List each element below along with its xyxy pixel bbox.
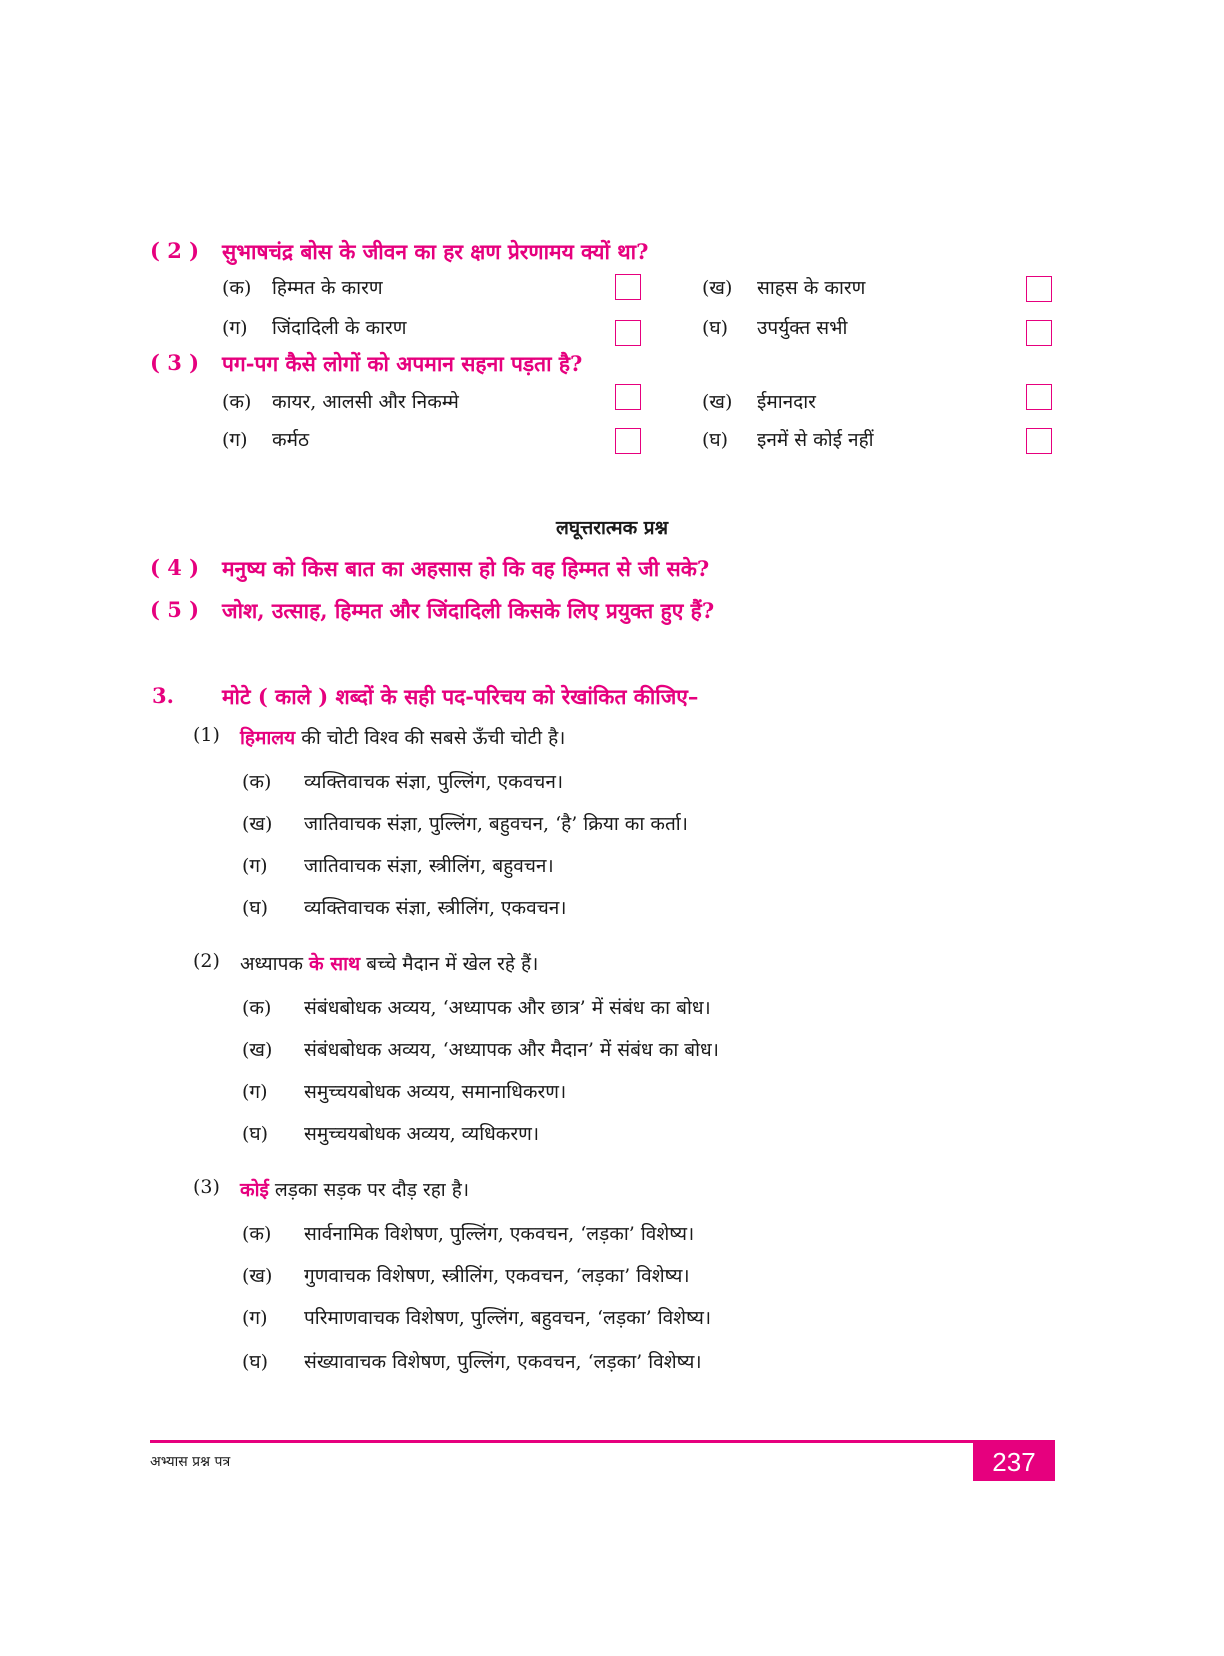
option-text: सार्वनामिक विशेषण, पुल्लिंग, एकवचन, ‘लड़का’ विशेष्य।	[304, 1223, 695, 1245]
option-label: (ख)	[702, 277, 733, 299]
section-title: मोटे ( काले ) शब्दों के सही पद-परिचय को रेखांकित कीजिए–	[222, 684, 699, 709]
section-heading: लघूत्तरात्मक प्रश्न	[555, 517, 669, 539]
option-label: (क)	[222, 277, 252, 299]
item-number: (3)	[193, 1176, 220, 1198]
option-text: इनमें से कोई नहीं	[757, 429, 874, 451]
option-label: (ग)	[242, 1307, 268, 1329]
item-number: (1)	[193, 724, 220, 746]
question-number: ( 4 )	[150, 555, 200, 580]
option-label: (ख)	[242, 1039, 273, 1061]
option-label: (क)	[242, 1223, 272, 1245]
sentence-rest: लड़का सड़क पर दौड़ रहा है।	[268, 1179, 470, 1201]
question-text: पग-पग कैसे लोगों को अपमान सहना पड़ता है?	[222, 351, 583, 376]
option-text: हिम्मत के कारण	[272, 277, 383, 299]
item-sentence	[240, 1176, 469, 1202]
option-text: परिमाणवाचक विशेषण, पुल्लिंग, बहुवचन, ‘लड़का’ विशेष्य।	[304, 1307, 712, 1329]
option-text: जातिवाचक संज्ञा, स्त्रीलिंग, बहुवचन।	[304, 855, 554, 877]
answer-checkbox[interactable]	[615, 274, 641, 300]
page-number: 237	[973, 1443, 1055, 1481]
option-label: (क)	[242, 771, 272, 793]
option-text: समुच्चयबोधक अव्यय, समानाधिकरण।	[304, 1081, 567, 1103]
option-text: उपर्युक्त सभी	[757, 317, 848, 339]
answer-checkbox[interactable]	[1026, 320, 1052, 346]
section-number: 3.	[152, 683, 174, 708]
option-text: कर्मठ	[272, 429, 309, 451]
option-text: साहस के कारण	[757, 277, 866, 299]
option-text: व्यक्तिवाचक संज्ञा, पुल्लिंग, एकवचन।	[304, 771, 564, 793]
option-label: (घ)	[242, 1123, 269, 1145]
item-sentence	[240, 950, 538, 976]
sentence-rest: बच्चे मैदान में खेल रहे हैं।	[360, 953, 539, 975]
question-number: ( 3 )	[150, 350, 200, 375]
answer-checkbox[interactable]	[615, 428, 641, 454]
highlight-word: कोई	[240, 1179, 269, 1201]
question-number: ( 5 )	[150, 597, 200, 622]
answer-checkbox[interactable]	[1026, 276, 1052, 302]
answer-checkbox[interactable]	[615, 384, 641, 410]
highlight-word: हिमालय	[240, 727, 296, 749]
option-label: (क)	[242, 997, 272, 1019]
highlight-word: के साथ	[309, 953, 361, 975]
option-text: जिंदादिली के कारण	[272, 317, 407, 339]
option-label: (ग)	[242, 1081, 268, 1103]
answer-checkbox[interactable]	[1026, 428, 1052, 454]
option-label: (ग)	[242, 855, 268, 877]
option-text: संबंधबोधक अव्यय, ‘अध्यापक और छात्र’ में संबंध का बोध।	[304, 997, 711, 1019]
option-label: (ग)	[222, 429, 248, 451]
answer-checkbox[interactable]	[615, 320, 641, 346]
option-label: (ग)	[222, 317, 248, 339]
option-text: कायर, आलसी और निकम्मे	[272, 391, 459, 413]
option-label: (घ)	[242, 1351, 269, 1373]
option-text: जातिवाचक संज्ञा, पुल्लिंग, बहुवचन, ‘है’ क्रिया का कर्ता।	[304, 813, 688, 835]
item-sentence	[240, 724, 565, 750]
option-label: (क)	[222, 391, 252, 413]
option-text: व्यक्तिवाचक संज्ञा, स्त्रीलिंग, एकवचन।	[304, 897, 567, 919]
option-label: (घ)	[702, 317, 729, 339]
option-text: संबंधबोधक अव्यय, ‘अध्यापक और मैदान’ में संबंध का बोध।	[304, 1039, 719, 1061]
option-label: (ख)	[242, 813, 273, 835]
option-label: (ख)	[702, 391, 733, 413]
sentence-pre: अध्यापक	[240, 953, 310, 975]
answer-checkbox[interactable]	[1026, 384, 1052, 410]
sentence-rest: की चोटी विश्व की सबसे ऊँची चोटी है।	[295, 727, 566, 749]
footer-rule	[150, 1440, 1055, 1443]
option-label: (घ)	[242, 897, 269, 919]
option-text: गुणवाचक विशेषण, स्त्रीलिंग, एकवचन, ‘लड़का’ विशेष्य।	[304, 1265, 690, 1287]
option-text: ईमानदार	[757, 391, 816, 413]
question-text: जोश, उत्साह, हिम्मत और जिंदादिली किसके लिए प्रयुक्त हुए हैं?	[222, 598, 715, 623]
question-text: सुभाषचंद्र बोस के जीवन का हर क्षण प्रेरणामय क्यों था?	[222, 239, 649, 264]
option-label: (घ)	[702, 429, 729, 451]
item-number: (2)	[193, 950, 220, 972]
footer-title: अभ्यास प्रश्न पत्र	[150, 1454, 231, 1470]
option-text: संख्यावाचक विशेषण, पुल्लिंग, एकवचन, ‘लड़का’ विशेष्य।	[304, 1351, 702, 1373]
option-text: समुच्चयबोधक अव्यय, व्यधिकरण।	[304, 1123, 540, 1145]
option-label: (ख)	[242, 1265, 273, 1287]
question-text: मनुष्य को किस बात का अहसास हो कि वह हिम्मत से जी सके?	[222, 556, 710, 581]
question-number: ( 2 )	[150, 238, 200, 263]
